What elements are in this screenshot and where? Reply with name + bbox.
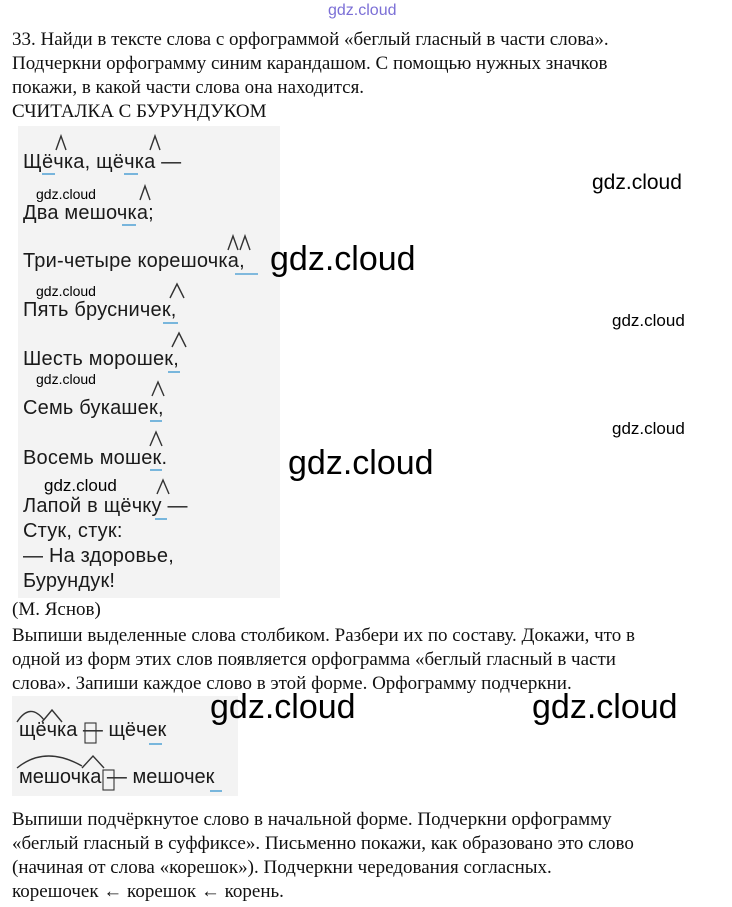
poem-line: Лапой в щёчку — — [23, 495, 188, 517]
ending-box-icon — [103, 770, 114, 790]
poem-line: Три-четыре корешочка, — [23, 250, 245, 272]
task2-line-2: одной из форм этих слов появляется орфограмма «беглый гласный в части — [12, 649, 616, 670]
answer-form: щёчек — [108, 719, 167, 741]
answer-form: мешочек — [132, 766, 215, 788]
answer-word: щёчка — [19, 719, 78, 741]
task3-line-1: Выпиши подчёркнутое слово в начальной форме. Подчеркни орфограмму — [12, 809, 612, 830]
watermark: gdz.cloud — [36, 371, 96, 387]
task-line-3: покажи, в какой части слова она находится. — [12, 77, 365, 98]
poem-author: (М. Яснов) — [12, 599, 101, 620]
watermark: gdz.cloud — [612, 311, 685, 330]
watermark: gdz.cloud — [270, 240, 416, 278]
suffix-mark-icon — [82, 756, 104, 768]
poem-line: Бурундук! — [23, 570, 116, 592]
poem-line: — На здоровье, — [23, 545, 174, 567]
task2-line-3: слова». Запиши каждое слово в этой форме. Орфограмму подчеркни. — [12, 673, 572, 694]
answer-dash: — — [101, 766, 133, 788]
poem-line: Стук, стук: — [23, 520, 123, 542]
watermark: gdz.cloud — [612, 419, 685, 438]
task2-line-1: Выпиши выделенные слова столбиком. Разбери их по составу. Докажи, что в — [12, 625, 635, 646]
poem-line: Щёчка, щёчка — — [23, 151, 182, 173]
poem-line: Семь букашек, — [23, 397, 164, 419]
task3-line-3: (начиная от слова «корешок»). Подчеркни чередования согласных. — [12, 857, 552, 878]
poem-line: Два мешочка; — [23, 202, 154, 224]
suffix-mark-icon — [42, 710, 62, 722]
root-arc-icon — [17, 756, 82, 768]
watermark: gdz.cloud — [36, 186, 96, 202]
watermark-top: gdz.cloud — [328, 2, 397, 19]
root-arc-icon — [17, 711, 44, 722]
ending-box-icon — [85, 723, 96, 743]
watermark: gdz.cloud — [210, 688, 356, 726]
task-line-1: 33. Найди в тексте слова с орфограммой «беглый гласный в части слова». — [12, 29, 609, 50]
answer-word: мешочка — [19, 766, 102, 788]
poem-line: Шесть морошек, — [23, 348, 179, 370]
watermark: gdz.cloud — [288, 444, 434, 482]
poem-line: Пять брусничек, — [23, 299, 177, 321]
watermark: gdz.cloud — [36, 283, 96, 299]
task3-answer: корешочек ← корешок ← корень. — [12, 881, 284, 902]
answer-dash: — — [77, 719, 109, 741]
poem-line: Восемь мошек. — [23, 447, 168, 469]
watermark: gdz.cloud — [532, 688, 678, 726]
watermark: gdz.cloud — [44, 476, 117, 495]
poem-title: СЧИТАЛКА С БУРУНДУКОМ — [12, 101, 267, 122]
task-line-2: Подчеркни орфограмму синим карандашом. С помощью нужных значков — [12, 53, 608, 74]
watermark: gdz.cloud — [592, 171, 682, 194]
task3-line-2: «беглый гласный в суффиксе». Письменно покажи, как образовано это слово — [12, 833, 634, 854]
